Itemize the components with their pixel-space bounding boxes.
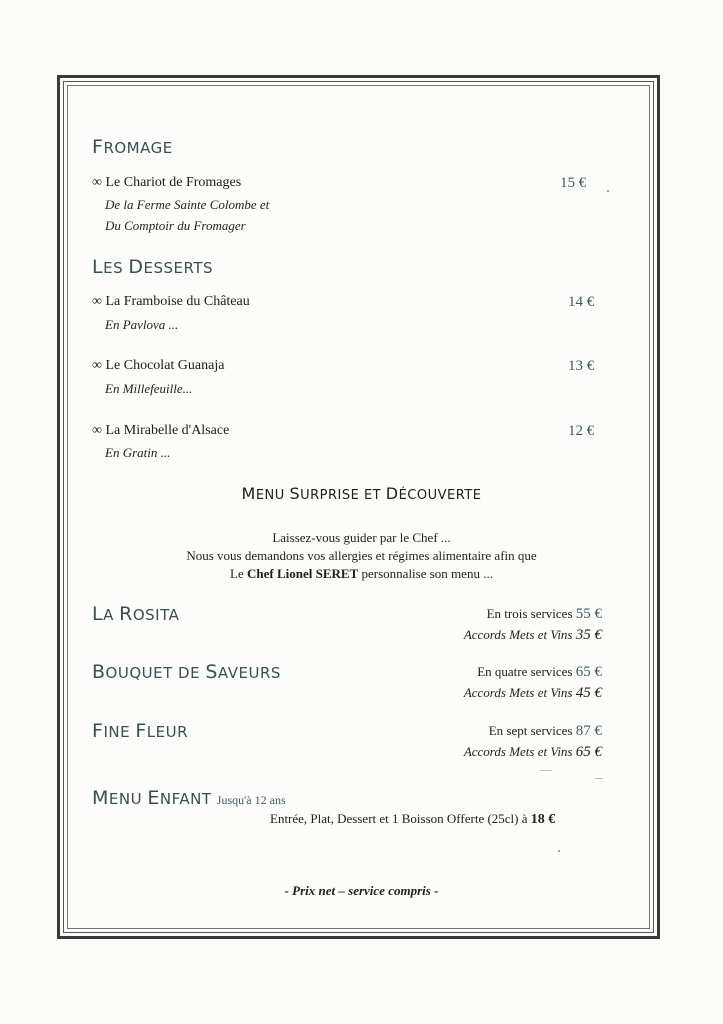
menu-title-la-rosita: LA ROSITA (92, 603, 180, 625)
enfant-description (270, 811, 555, 828)
chef-name: Chef Lionel SERET (247, 566, 359, 581)
enfant-age: Jusqu'à 12 ans (216, 793, 286, 807)
item-price: 13 € (568, 358, 595, 374)
intro-text: personnalise son menu ... (358, 566, 493, 581)
footer-prix-net: - Prix net – service compris - (284, 883, 439, 898)
item-name: La Mirabelle d'Alsace (105, 423, 230, 438)
bullet-symbol: ∞ (92, 294, 102, 309)
menu-services (477, 664, 602, 681)
menu-item-framboise (92, 294, 250, 310)
enfant-title: MENU ENFANT (92, 787, 212, 809)
menu-title-fine-fleur: FINE FLEUR (92, 720, 189, 742)
scan-speck (595, 778, 603, 779)
bullet-symbol: ∞ (92, 175, 102, 190)
item-description: En Millefeuille... (105, 381, 193, 396)
enfant-desc-text: Entrée, Plat, Dessert et 1 Boisson Offerte (25cl) à (270, 811, 531, 826)
services-price: 65 € (575, 664, 602, 680)
section-title-desserts: LES DESSERTS (92, 256, 214, 278)
item-description (105, 194, 269, 236)
accords-price: 65 € (575, 744, 602, 760)
enfant-price: 18 € (530, 812, 556, 827)
accords-label: Accords Mets et Vins (463, 744, 573, 759)
item-price: 14 € (568, 294, 595, 310)
services-label: En sept services (488, 723, 573, 738)
item-description: En Gratin ... (105, 445, 171, 460)
accords-price: 35 € (575, 627, 602, 643)
section-title-menu-surprise: MENU SURPRISE ET DÉCOUVERTE (241, 484, 482, 503)
item-name: La Framboise du Château (105, 294, 250, 309)
services-price: 87 € (575, 723, 602, 739)
scan-speck (558, 850, 560, 852)
item-name: Le Chocolat Guanaja (105, 358, 225, 373)
scan-speck (607, 190, 609, 192)
accords-label: Accords Mets et Vins (463, 627, 573, 642)
accords-label: Accords Mets et Vins (463, 685, 573, 700)
menu-accords (464, 744, 602, 761)
intro-line (0, 565, 723, 583)
menu-accords (464, 627, 602, 644)
bullet-symbol: ∞ (92, 358, 102, 373)
intro-line: Laissez-vous guider par le Chef ... (272, 530, 451, 545)
menu-title-enfant (92, 787, 286, 809)
services-label: En quatre services (477, 664, 573, 679)
menu-title-bouquet-de-saveurs: BOUQUET DE SAVEURS (92, 661, 281, 683)
intro-line: Nous vous demandons vos allergies et régimes alimentaire afin que (186, 548, 537, 563)
menu-item-mirabelle (92, 423, 229, 439)
services-price: 55 € (575, 606, 602, 622)
item-description-line: Du Comptoir du Fromager (105, 218, 246, 233)
services-label: En trois services (486, 606, 573, 621)
surprise-intro (0, 529, 723, 583)
item-name: Le Chariot de Fromages (105, 175, 242, 190)
item-price: 15 € (560, 175, 587, 191)
item-description: En Pavlova ... (105, 317, 179, 332)
item-description-line: De la Ferme Sainte Colombe et (105, 197, 270, 212)
menu-services (487, 606, 602, 623)
intro-text: Le (230, 566, 248, 581)
section-title-fromage: FROMAGE (92, 136, 173, 158)
menu-item-chariot-fromages (92, 175, 241, 191)
bullet-symbol: ∞ (92, 423, 102, 438)
menu-accords (464, 685, 602, 702)
menu-item-chocolat (92, 358, 224, 374)
menu-services (489, 723, 602, 740)
accords-price: 45 € (575, 685, 602, 701)
scan-speck (540, 770, 552, 771)
item-price: 12 € (568, 423, 595, 439)
